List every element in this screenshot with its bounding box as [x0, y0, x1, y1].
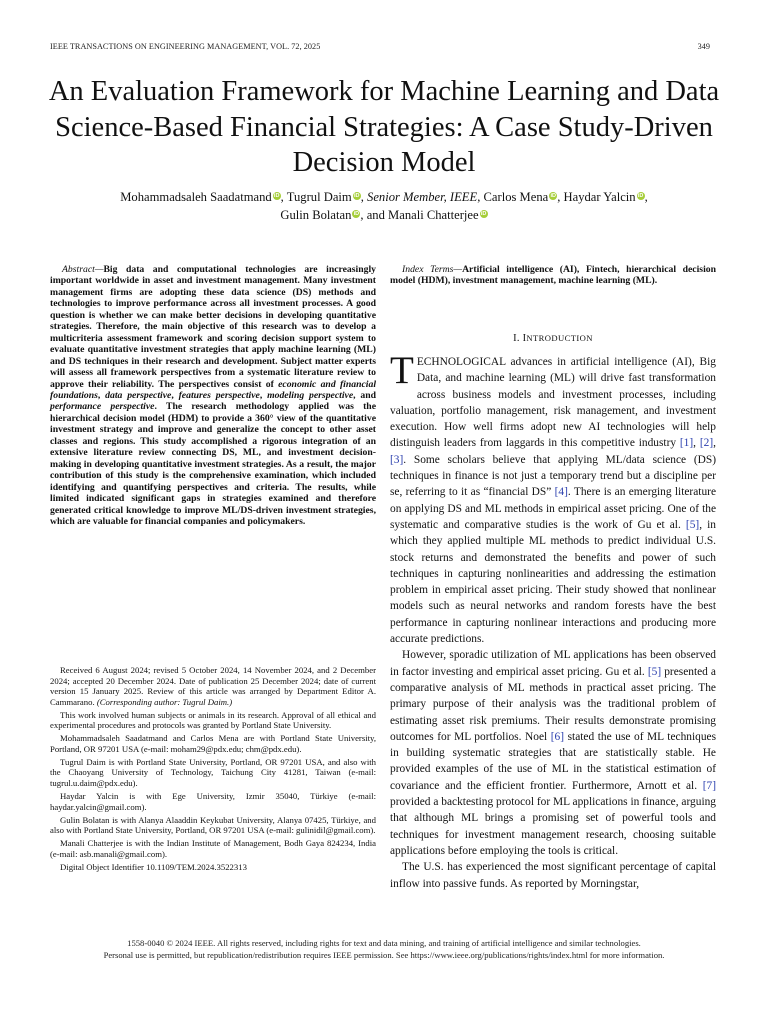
citation-link[interactable]: [1]: [679, 437, 694, 450]
citation-link[interactable]: [5]: [685, 518, 700, 531]
page-number: 349: [697, 42, 710, 51]
orcid-icon[interactable]: iD: [353, 193, 360, 199]
citation-link[interactable]: [6]: [550, 730, 565, 743]
citation-link[interactable]: [4]: [554, 486, 568, 499]
paragraph: The U.S. has experienced the most significant percentage of capital inflow into passive funds. As reported by Morningstar,: [390, 861, 716, 890]
author-name: Gulin Bolatan: [280, 207, 352, 222]
orcid-icon[interactable]: iD: [273, 193, 280, 199]
citation-link[interactable]: [2]: [699, 437, 714, 450]
journal-name: IEEE TRANSACTIONS ON ENGINEERING MANAGEMENT, VOL. 72, 2025: [50, 42, 321, 51]
footnote-affiliation: Gulin Bolatan is with Alanya Alaaddin Keykubat University, Alanya 07425, Türkiye, and also with Portland State University, Portland, OR 97201 USA (e-mail: gulinidil@gmail.com).: [50, 814, 376, 836]
author-name: Haydar Yalcin: [563, 190, 636, 204]
left-column: [50, 264, 376, 527]
paragraph: However, sporadic utilization of ML applications has been observed in factor investing and empirical asset pricing. Gu et al. [5] presented a comparative analysis of ML methods in practical asset pricing. The primary purpose of their analysis was the traditional problem of estimating asset risk premiums. Their results demonstrate promising outcomes for ML portfolios. Noel [6] stated the use of ML techniques in building systematic strategies that are statistically stable. He provided examples of the use of ML in the statistical estimation of covariance and the efficient frontier. Furthermore, Arnott et al. [7] provided a backtesting protocol for ML applications in finance, arguing that although ML brings a promising set of powerful tools and techniques for investment management research, choosing suitable applications before employing the tools is critical.: [390, 649, 717, 857]
orcid-icon[interactable]: iD: [637, 193, 644, 199]
orcid-icon[interactable]: iD: [550, 193, 556, 199]
footnote-affiliation: Mohammadsaleh Saadatmand and Carlos Mena are with Portland State University, Portland, OR 97201 USA (e-mail: moham29@pdx.edu; chm@pdx.edu).: [50, 733, 376, 754]
abstract-label: Abstract—: [62, 264, 104, 275]
copyright-line: 1558-0040 © 2024 IEEE. All rights reserved, including rights for text and data mining, and training of artificial intelligence and similar technologies.: [127, 938, 641, 948]
paper-title: An Evaluation Framework for Machine Learning and Data Science-Based Financial Strategies: A Case Study-Driven Decision Model: [48, 76, 720, 178]
author-name: Manali Chatterjee: [388, 207, 479, 222]
drop-cap: T: [390, 349, 414, 392]
right-column: [390, 264, 716, 287]
author-name: Tugrul Daim: [286, 190, 352, 204]
author-name: Carlos Mena: [483, 190, 549, 204]
author-list: Mohammadsaleh Saadatmand iD, Tugrul Daim iD, Senior Member, IEEE, Carlos Mena iD, Haydar Yalcin iD, Gulin Bolatan iD, and Manali Chatterjee iD: [120, 190, 648, 222]
abstract: Abstract—Big data and computational technologies are increasingly important worldwide in asset and investment management. Many investment management firms are adopting these data science (DS) methods and technologies to improve performance across all investment processes. A good question is whether we can make better decisions in developing quantitative strategies. Therefore, the main objective of this research was to develop a multicriteria assessment framework and scoring decision support system to evaluate quantitative investment strategies that apply machine learning (ML) and DS techniques in their research and development. Subject matter experts will assess all framework perspectives from a systematic literature review to approve their reliability. The perspectives consist of economic and financial foundations, data perspective, features perspective, modeling perspective, and performance perspective. The research methodology applied was the hierarchical decision model (HDM) to provide a 360° view of the quantitative investment strategy and improve and generalize the concept to other asset classes and regions. This study accomplished a rigorous integration of an extensive literature review connecting DS, ML, and investment decision-making in developing quantitative investment strategies. As a result, the major contribution of this study is the comprehensive examination, which included identifying and quantifying perspectives and criteria. The results, while limited indicated significant gaps in strategies examined and therefore generated critical knowledge to improve ML/DS-driven investment strategies, which are valuable for financial companies and policymakers.: [50, 264, 377, 527]
footnote-affiliation: Haydar Yalcin is with Ege University, Izmir 35040, Türkiye (e-mail: haydar.yalcin@gmail.com).: [50, 791, 376, 812]
orcid-icon[interactable]: iD: [480, 210, 487, 217]
copyright-notice: [20, 938, 748, 961]
paragraph: TECHNOLOGICAL advances in artificial intelligence (AI), Big Data, and machine learning (ML) will drive fast transformation across business models and investment processes, including valuation, portfolio management, risk management, and investment execution. How well firms adopt new AI technologies will help distinguish leaders from laggards in this competitive industry [1], [2], [3]. Some scholars believe that applying ML/data science (DS) techniques in finance is not just a temporary trend but a discipline per se, referring to it as “financial DS” [4]. There is an emerging literature on applying DS and ML methods in empirical asset pricing. One of the systematic and comparative studies is the work of Gu et al. [5], in which they applied multiple ML methods to predict individual U.S. stock returns and demonstrated the benefits and power of such techniques in capturing nonlinearities and addressing the estimation problem in empirical asset pricing. Their study showed that nonlinear models such as neural networks and random forests have the best performance in capturing nonlinear interactions and producing more accurate predictions.: [390, 349, 716, 646]
footnote-ethics: This work involved human subjects or animals in its research. Approval of all ethical and experimental procedures and protocols was granted by Portland State University.: [50, 709, 376, 731]
section-heading-introduction: I. INTRODUCTION: [513, 333, 593, 344]
orcid-icon[interactable]: iD: [353, 210, 360, 217]
author-membership: Senior Member, IEEE: [367, 190, 478, 204]
footnote-affiliation: Manali Chatterjee is with the Indian Institute of Management, Bodh Gaya 824234, India (e-mail: asb.manali@gmail.com).: [50, 838, 376, 859]
citation-link[interactable]: [7]: [702, 779, 716, 792]
footnote-received: Received 6 August 2024; revised 5 October 2024, 14 November 2024, and 2 December 2024; accepted 20 December 2024. Date of publication 25 December 2024; date of current version 15 January 2025. Review of this article was arranged by Department Editor A. Cammarano. (Corresponding author: Tugrul Daim.): [50, 665, 376, 707]
index-terms-label: Index Terms—: [402, 264, 463, 275]
introduction-body: [390, 349, 717, 892]
citation-link[interactable]: [5]: [647, 665, 662, 678]
footnotes: [50, 665, 376, 875]
index-terms: Index Terms—Artificial intelligence (AI), Fintech, hierarchical decision model (HDM), investment management, machine learning (ML).: [390, 264, 716, 287]
author-name: Mohammadsaleh Saadatmand: [120, 190, 272, 204]
copyright-line: Personal use is permitted, but republication/redistribution requires IEEE permission. See https://www.ieee.org/publications/rights/index.html for more information.: [103, 949, 665, 960]
footnote-affiliation: Tugrul Daim is with Portland State University, Portland, OR 97201 USA, and also with the Chaoyang University of Technology, Taichung City 41281, Taiwan (e-mail: tugrul.u.daim@pdx.edu).: [50, 756, 376, 788]
doi[interactable]: Digital Object Identifier 10.1109/TEM.2024.3522313: [60, 861, 247, 872]
citation-link[interactable]: [3]: [390, 453, 404, 466]
